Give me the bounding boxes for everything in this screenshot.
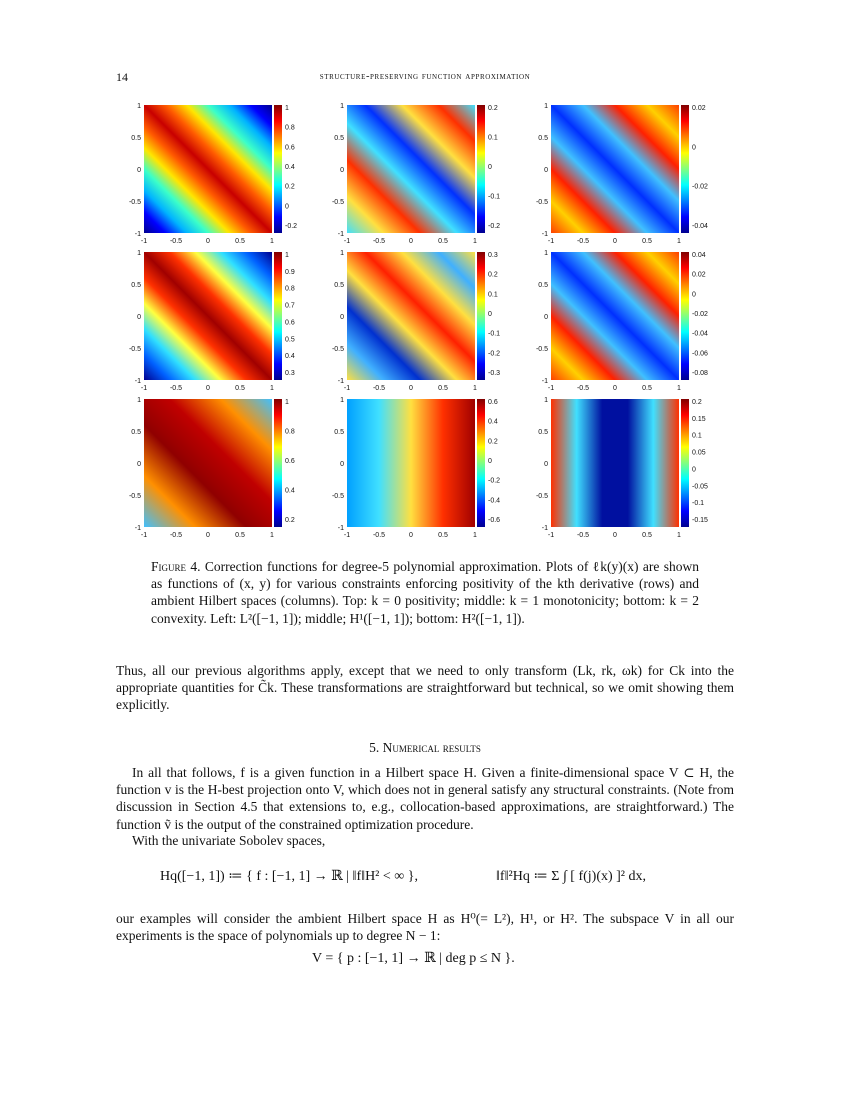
colorbar-tick-label: 0.15 <box>692 415 706 423</box>
colorbar-tick-label: -0.2 <box>285 223 298 230</box>
y-tick-label: 0 <box>137 167 141 174</box>
colorbar-tick-label: 0.6 <box>285 144 295 152</box>
y-tick-label: -1 <box>134 231 141 238</box>
y-tick-label: 0.5 <box>538 429 548 436</box>
colorbar-tick-label: 0.6 <box>285 319 295 327</box>
y-tick-label: -0.5 <box>331 346 344 353</box>
y-tick-label: 0.5 <box>131 135 141 142</box>
colorbar <box>477 105 485 233</box>
heatmap-image <box>551 105 679 233</box>
colorbar-tick-label: 0 <box>692 291 696 299</box>
colorbar <box>681 252 689 380</box>
equation-sobolev-norm: ‖f‖²Hq ≔ Σ ∫ [ f(j)(x) ]² dx, <box>496 869 647 884</box>
y-tick-label: 1 <box>544 103 548 110</box>
equation-sobolev-space: Hq([−1, 1]) ≔ { f : [−1, 1] → ℝ | ‖f‖H² < ∞ }, <box>160 869 418 884</box>
x-tick-label: 1 <box>677 238 681 245</box>
x-tick-label: 0.5 <box>438 532 448 539</box>
heatmap-image <box>347 399 475 527</box>
colorbar-tick-label: 0.4 <box>285 487 295 495</box>
colorbar-tick-label: 0.6 <box>488 399 498 406</box>
y-tick-label: 0.5 <box>538 282 548 289</box>
x-tick-label: -0.5 <box>169 238 183 245</box>
colorbar-tick-label: 1 <box>285 399 289 406</box>
paragraph-ambient: our examples will consider the ambient Hilbert space H as H⁰(= L²), H¹, or H². The subspace V in all our experiments is the space of polynomials up to degree N − 1: <box>116 911 734 944</box>
y-tick-label: 0.5 <box>131 429 141 436</box>
y-tick-label: -0.5 <box>535 199 548 206</box>
x-tick-label: 1 <box>473 385 477 392</box>
colorbar-tick-label: -0.06 <box>692 350 708 358</box>
colorbar-tick-label: 0.1 <box>488 291 498 299</box>
x-tick-label: 0.5 <box>438 238 448 245</box>
y-tick-label: -0.5 <box>535 346 548 353</box>
colorbar <box>274 252 282 380</box>
heatmap-image <box>551 252 679 380</box>
y-tick-label: 0 <box>340 461 344 468</box>
colorbar <box>274 105 282 233</box>
colorbar-tick-label: -0.15 <box>692 517 708 524</box>
x-tick-label: -0.5 <box>169 385 183 392</box>
x-tick-label: 0 <box>613 238 617 245</box>
colorbar-tick-label: -0.1 <box>488 193 501 201</box>
heatmap-panel-r2c1 <box>332 397 500 539</box>
y-tick-label: 1 <box>137 250 141 257</box>
y-tick-label: -1 <box>541 231 548 238</box>
y-tick-label: -0.5 <box>331 493 344 500</box>
colorbar-tick-label: -0.08 <box>692 370 708 377</box>
x-tick-label: -1 <box>547 238 555 245</box>
heatmap-image <box>347 252 475 380</box>
colorbar-tick-label: 0.02 <box>692 271 706 279</box>
colorbar-tick-label: 0.4 <box>285 164 295 171</box>
colorbar-tick-label: 0.2 <box>285 517 295 524</box>
heatmap-image <box>551 399 679 527</box>
y-tick-label: -1 <box>134 525 141 532</box>
colorbar-tick-label: -0.1 <box>692 500 705 508</box>
x-tick-label: -0.5 <box>576 385 590 392</box>
y-tick-label: 0.5 <box>334 135 344 142</box>
y-tick-label: -0.5 <box>128 493 141 500</box>
y-tick-label: -1 <box>337 525 344 532</box>
heatmap-image <box>144 399 272 527</box>
colorbar-tick-label: -0.05 <box>692 483 708 491</box>
heatmap-panel-r0c1 <box>332 103 500 245</box>
heatmap-panel-r0c0 <box>129 103 297 245</box>
colorbar <box>477 399 485 527</box>
paragraph-intro: In all that follows, f is a given function in a Hilbert space H. Given a finite-dimensional space V ⊂ H, the function v is the H-best projection onto V, which does not in general satisfy any structural constraints. (Note from discussion in Section 4.5 that extensions to, e.g., collocation-based approximations, are straightforward.) The function ṽ is the output of the constrained optimization procedure. <box>116 765 734 832</box>
x-tick-label: 0.5 <box>235 532 245 539</box>
figure-caption-text: Correction functions for degree-5 polynomial approximation. Plots of ℓk(y)(x) are shown as functions of (x, y) for various constraints enforcing positivity of the kth derivative (rows) and ambient Hilbert spaces (columns). Top: k = 0 positivity; middle: k = 1 monotonicity; bottom: k = 2 convexity. Left: L²([−1, 1]); middle; H¹([−1, 1]); bottom: H²([−1, 1]). <box>151 559 699 626</box>
colorbar-tick-label: 0.8 <box>285 428 295 436</box>
heatmap-panel-r1c0 <box>129 250 295 392</box>
section-heading: 5. Numerical results <box>369 740 481 755</box>
x-tick-label: 0 <box>409 385 413 392</box>
x-tick-label: 0.5 <box>642 238 652 245</box>
colorbar-tick-label: 0.3 <box>488 252 498 259</box>
figure-label: Figure 4. <box>151 559 201 574</box>
y-tick-label: 0 <box>544 167 548 174</box>
y-tick-label: 0 <box>340 314 344 321</box>
colorbar-tick-label: 0 <box>488 458 492 465</box>
y-tick-label: -0.5 <box>535 493 548 500</box>
colorbar-tick-label: 0.2 <box>285 183 295 191</box>
y-tick-label: -1 <box>541 378 548 385</box>
y-tick-label: 0 <box>340 167 344 174</box>
colorbar-tick-label: 0.2 <box>488 271 498 279</box>
colorbar-tick-label: 0 <box>692 144 696 152</box>
heatmap-panel-r2c0 <box>129 397 295 539</box>
running-title: structure-preserving function approximation <box>319 71 531 82</box>
x-tick-label: -1 <box>547 385 555 392</box>
colorbar-tick-label: -0.02 <box>692 311 708 318</box>
colorbar-tick-label: 0.8 <box>285 124 295 132</box>
x-tick-label: -1 <box>140 385 148 392</box>
colorbar-tick-label: 0.4 <box>285 353 295 361</box>
colorbar-tick-label: -0.02 <box>692 183 708 191</box>
colorbar-tick-label: 0.9 <box>285 268 295 276</box>
figure-caption <box>151 558 699 627</box>
colorbar-tick-label: 0.6 <box>285 458 295 465</box>
y-tick-label: -1 <box>134 378 141 385</box>
y-tick-label: 0 <box>544 314 548 321</box>
colorbar <box>274 399 282 527</box>
y-tick-label: -0.5 <box>331 199 344 206</box>
x-tick-label: -1 <box>343 532 351 539</box>
colorbar-tick-label: 0.7 <box>285 302 295 310</box>
colorbar-tick-label: -0.2 <box>488 223 501 230</box>
colorbar-tick-label: 1 <box>285 252 289 259</box>
x-tick-label: 1 <box>473 238 477 245</box>
x-tick-label: 1 <box>270 385 274 392</box>
x-tick-label: 1 <box>270 532 274 539</box>
colorbar-tick-label: 0 <box>488 311 492 318</box>
x-tick-label: 1 <box>270 238 274 245</box>
x-tick-label: 0.5 <box>235 385 245 392</box>
x-tick-label: -1 <box>343 238 351 245</box>
x-tick-label: -1 <box>140 532 148 539</box>
x-tick-label: 0.5 <box>235 238 245 245</box>
x-tick-label: 1 <box>677 385 681 392</box>
heatmap-image <box>347 105 475 233</box>
y-tick-label: 0 <box>544 461 548 468</box>
colorbar-tick-label: 0 <box>488 164 492 171</box>
y-tick-label: -1 <box>337 231 344 238</box>
colorbar-tick-label: 1 <box>285 105 289 112</box>
page-number: 14 <box>116 70 128 84</box>
x-tick-label: 0 <box>206 532 210 539</box>
heatmap-panel-r1c1 <box>332 250 500 392</box>
colorbar-tick-label: 0 <box>285 203 289 211</box>
colorbar-tick-label: 0.05 <box>692 449 706 457</box>
y-tick-label: 1 <box>340 397 344 404</box>
colorbar-tick-label: -0.6 <box>488 517 501 524</box>
x-tick-label: 0 <box>409 238 413 245</box>
paragraph-sobolev: With the univariate Sobolev spaces, <box>132 833 326 848</box>
heatmap-image <box>144 252 272 380</box>
colorbar-tick-label: 0.2 <box>692 399 702 406</box>
x-tick-label: -0.5 <box>372 238 386 245</box>
y-tick-label: 1 <box>137 397 141 404</box>
y-tick-label: 0.5 <box>538 135 548 142</box>
x-tick-label: 0 <box>206 238 210 245</box>
x-tick-label: 1 <box>473 532 477 539</box>
y-tick-label: -0.5 <box>128 346 141 353</box>
colorbar <box>681 399 689 527</box>
colorbar-tick-label: 0.5 <box>285 336 295 344</box>
x-tick-label: 0 <box>613 532 617 539</box>
colorbar-tick-label: 0.8 <box>285 285 295 293</box>
colorbar-tick-label: 0.4 <box>488 418 498 426</box>
y-tick-label: 1 <box>544 397 548 404</box>
colorbar-tick-label: 0.1 <box>488 134 498 142</box>
x-tick-label: 0.5 <box>438 385 448 392</box>
colorbar-tick-label: -0.4 <box>488 497 501 505</box>
x-tick-label: 0 <box>409 532 413 539</box>
x-tick-label: 0.5 <box>642 532 652 539</box>
colorbar-tick-label: 0.1 <box>692 432 702 440</box>
y-tick-label: 1 <box>340 103 344 110</box>
y-tick-label: 0.5 <box>131 282 141 289</box>
colorbar-tick-label: -0.2 <box>488 477 501 485</box>
y-tick-label: 0 <box>137 461 141 468</box>
x-tick-label: 0.5 <box>642 385 652 392</box>
x-tick-label: 1 <box>677 532 681 539</box>
x-tick-label: -0.5 <box>372 385 386 392</box>
y-tick-label: -0.5 <box>128 199 141 206</box>
heatmap-panel-r0c2 <box>536 103 708 245</box>
x-tick-label: -1 <box>547 532 555 539</box>
heatmap-panel-r2c2 <box>536 397 708 539</box>
y-tick-label: -1 <box>541 525 548 532</box>
y-tick-label: -1 <box>337 378 344 385</box>
x-tick-label: 0 <box>206 385 210 392</box>
colorbar-tick-label: -0.04 <box>692 223 708 230</box>
y-tick-label: 1 <box>544 250 548 257</box>
colorbar-tick-label: -0.04 <box>692 330 708 338</box>
colorbar-tick-label: -0.2 <box>488 350 501 358</box>
y-tick-label: 1 <box>340 250 344 257</box>
paragraph-transform: Thus, all our previous algorithms apply, except that we need to only transform (Lk, rk, ωk) for Ck into the appropriate quantities for C̃k. These transformations are straightforward but technical, so we omit showing them explicitly. <box>116 663 734 713</box>
colorbar-tick-label: 0.3 <box>285 370 295 377</box>
equation-polynomial-space: V = { p : [−1, 1] → ℝ | deg p ≤ N }. <box>312 951 515 966</box>
colorbar <box>477 252 485 380</box>
y-tick-label: 0 <box>137 314 141 321</box>
x-tick-label: -0.5 <box>576 238 590 245</box>
colorbar-tick-label: 0.04 <box>692 252 706 259</box>
heatmap-panel-r1c2 <box>536 250 708 392</box>
colorbar-tick-label: 0.2 <box>488 438 498 446</box>
x-tick-label: -0.5 <box>169 532 183 539</box>
colorbar <box>681 105 689 233</box>
colorbar-tick-label: 0 <box>692 466 696 474</box>
heatmap-image <box>144 105 272 233</box>
y-tick-label: 0.5 <box>334 282 344 289</box>
y-tick-label: 1 <box>137 103 141 110</box>
colorbar-tick-label: 0.2 <box>488 105 498 112</box>
colorbar-tick-label: -0.1 <box>488 330 501 338</box>
y-tick-label: 0.5 <box>334 429 344 436</box>
x-tick-label: -0.5 <box>576 532 590 539</box>
x-tick-label: -1 <box>140 238 148 245</box>
x-tick-label: -1 <box>343 385 351 392</box>
colorbar-tick-label: -0.3 <box>488 370 501 377</box>
x-tick-label: -0.5 <box>372 532 386 539</box>
colorbar-tick-label: 0.02 <box>692 105 706 112</box>
x-tick-label: 0 <box>613 385 617 392</box>
